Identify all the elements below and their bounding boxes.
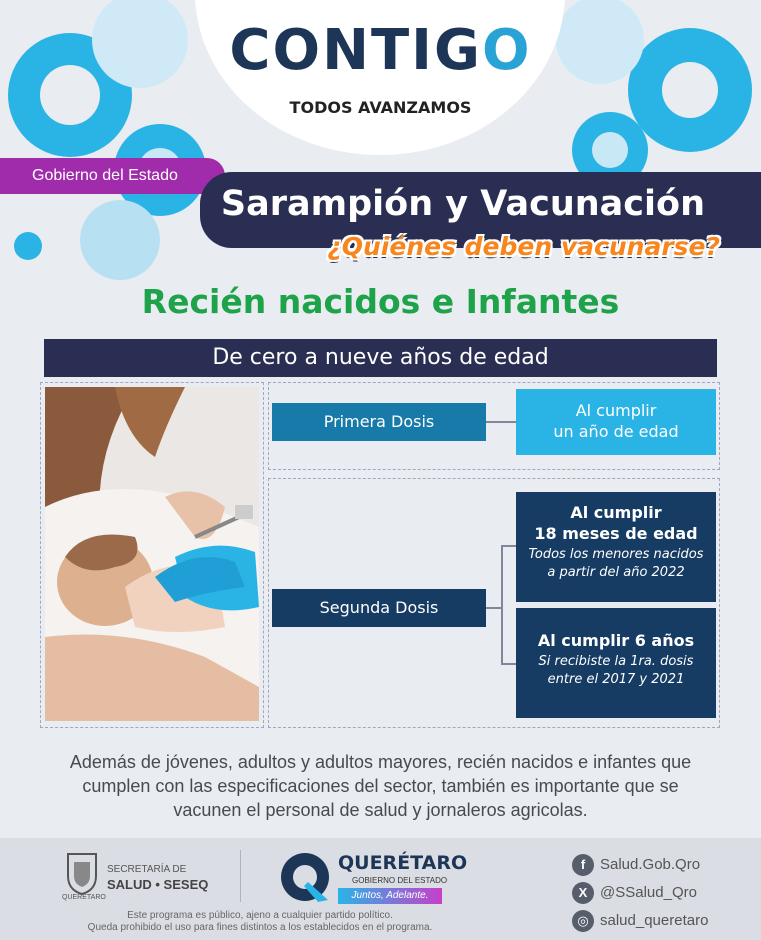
government-tag: Gobierno del Estado [0,158,225,194]
first-dose-label: Primera Dosis [272,403,486,441]
schedule-note [516,653,716,689]
facebook-icon: f [572,854,594,876]
x-icon: X [572,882,594,904]
connector-line [501,545,516,547]
schedule-line: Al cumplir [575,401,657,420]
social-handle[interactable]: Salud.Gob.Qro [600,856,701,873]
paragraph-line: vacunen el personal de salud y jornaleros agricolas. [173,800,588,820]
connector-line [501,663,516,665]
coat-of-arms-icon [64,850,100,896]
divider [240,850,241,902]
note-line: Todos los menores nacidos [528,547,704,562]
seseq-logo [64,850,234,905]
page-subtitle: ¿Quiénes deben vacunarse? [327,232,720,261]
disclaimer-line: Queda prohibido el uso para fines distintos a los establecidos en el programa. [87,922,433,933]
section-title: Recién nacidos e Infantes [141,282,620,321]
note-line: Si recibiste la 1ra. dosis [538,654,694,669]
schedule-line: Al cumplir 6 años [537,631,695,650]
connector-line [501,545,503,665]
age-range-bar: De cero a nueve años de edad [44,339,717,377]
social-handle[interactable]: salud_queretaro [600,912,709,929]
queretaro-name: QUERÉTARO [338,852,468,874]
note-line: entre el 2017 y 2021 [547,672,685,687]
seseq-line2: SALUD • SESEQ [107,877,209,892]
connector-line [486,421,516,423]
info-paragraph [40,750,721,822]
connector-line [486,607,502,609]
schedule-line: un año de edad [553,422,679,441]
paragraph-line: cumplen con las especificaciones del sector, también es importante que se [82,776,679,796]
disclaimer-line: Este programa es público, ajeno a cualquier partido político. [127,910,393,921]
first-dose-schedule [516,389,716,455]
second-dose-schedule-6-years [516,608,716,718]
schedule-note [516,546,716,582]
instagram-icon: ◎ [572,910,594,932]
note-line: a partir del año 2022 [547,565,685,580]
second-dose-schedule-18-months [516,492,716,602]
queretaro-q-icon [278,850,332,904]
contigo-logo: CONTIGO [229,18,532,83]
queretaro-logo [278,850,478,908]
tagline: TODOS AVANZAMOS [289,98,472,117]
vaccination-photo [45,387,259,721]
seseq-line1: SECRETARÍA DE [107,864,187,875]
disclaimer [30,910,490,934]
page-title: Sarampión y Vacunación [220,184,705,224]
queretaro-slogan: Juntos, Adelante. [338,888,442,904]
schedule-line: Al cumplir [570,503,662,522]
seseq-state: QUERÉTARO [62,894,106,901]
social-handle[interactable]: @SSalud_Qro [600,884,697,901]
queretaro-government: GOBIERNO DEL ESTADO [352,876,448,885]
paragraph-line: Además de jóvenes, adultos y adultos mayores, recién nacidos e infantes que [69,752,692,772]
second-dose-label: Segunda Dosis [272,589,486,627]
schedule-line: 18 meses de edad [534,524,698,543]
